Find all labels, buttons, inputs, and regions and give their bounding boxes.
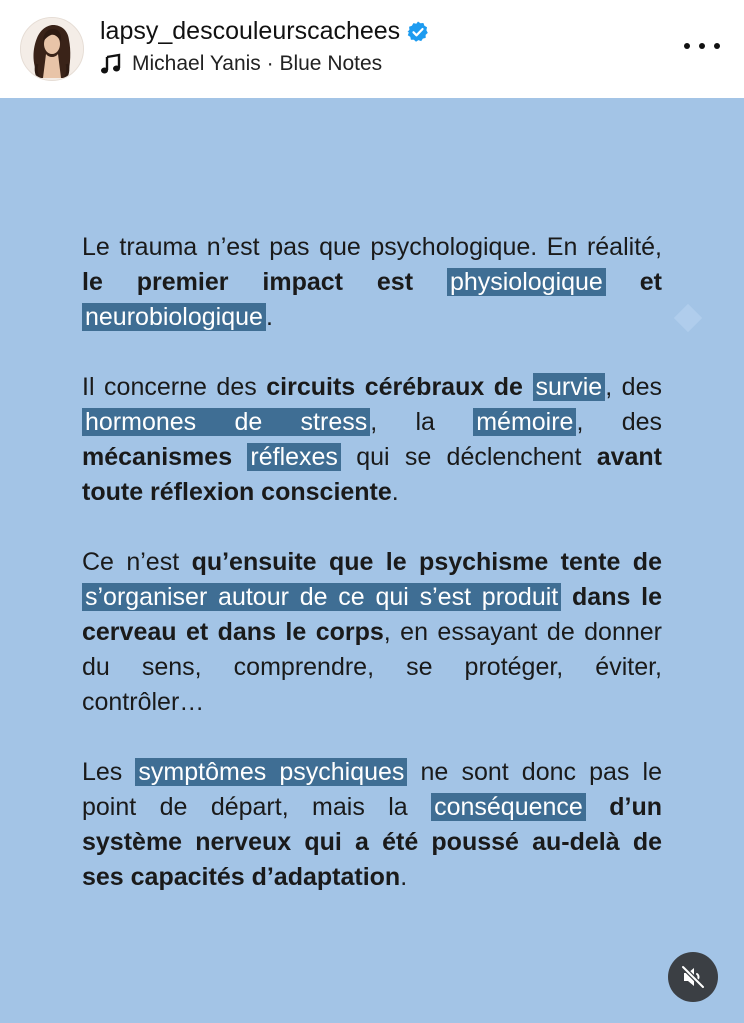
post-media[interactable]	[0, 98, 744, 1023]
post-text	[82, 230, 662, 895]
highlight-survie: survie	[533, 373, 606, 401]
avatar-woman-curly-hair	[21, 18, 83, 80]
verified-badge-icon	[406, 20, 430, 44]
username-row[interactable]	[100, 17, 430, 46]
post-header	[0, 0, 744, 98]
highlight-physiologique: physiologique	[447, 268, 606, 296]
decorative-diamond	[674, 304, 702, 332]
highlight-memoire: mémoire	[473, 408, 576, 436]
paragraph-4: Les symptômes psychiques ne sont donc pas le point de départ, mais la conséquence d’un système nerveux qui a été poussé au-delà de ses capacités d’adaptation.	[82, 758, 662, 891]
highlight-neurobiologique: neurobiologique	[82, 303, 266, 331]
speaker-muted-icon	[679, 963, 707, 991]
paragraph-2: Il concerne des circuits cérébraux de survie , des hormones de stress , la mémoire , des mécanismes réflexes qui se déclenchent avant toute réflexion consciente.	[82, 373, 663, 506]
music-note-icon	[100, 53, 122, 75]
username[interactable]: lapsy_descouleurscachees	[100, 17, 401, 45]
highlight-hormones: hormones de stress	[82, 408, 370, 436]
audio-track-row[interactable]	[100, 52, 382, 76]
highlight-symptomes: symptômes psychiques	[135, 758, 407, 786]
highlight-sorganiser: s’organiser autour de ce qui s’est produit	[82, 583, 561, 611]
paragraph-1: Le trauma n’est pas que psychologique. En réalité, le premier impact est physiologique et neurobiologique .	[82, 233, 662, 331]
mute-toggle-button[interactable]	[668, 952, 718, 1002]
profile-avatar[interactable]	[20, 17, 84, 81]
paragraph-3: Ce n’est qu’ensuite que le psychisme tente de s’organiser autour de ce qui s’est produit dans le cerveau et dans le corps, en essayant de donner du sens, comprendre, se protéger, éviter, contrôler…	[82, 548, 663, 716]
highlight-reflexes: réflexes	[247, 443, 341, 471]
more-options-icon[interactable]	[684, 34, 720, 58]
highlight-consequence: conséquence	[431, 793, 586, 821]
audio-track-label[interactable]: Michael Yanis · Blue Notes	[132, 52, 383, 75]
